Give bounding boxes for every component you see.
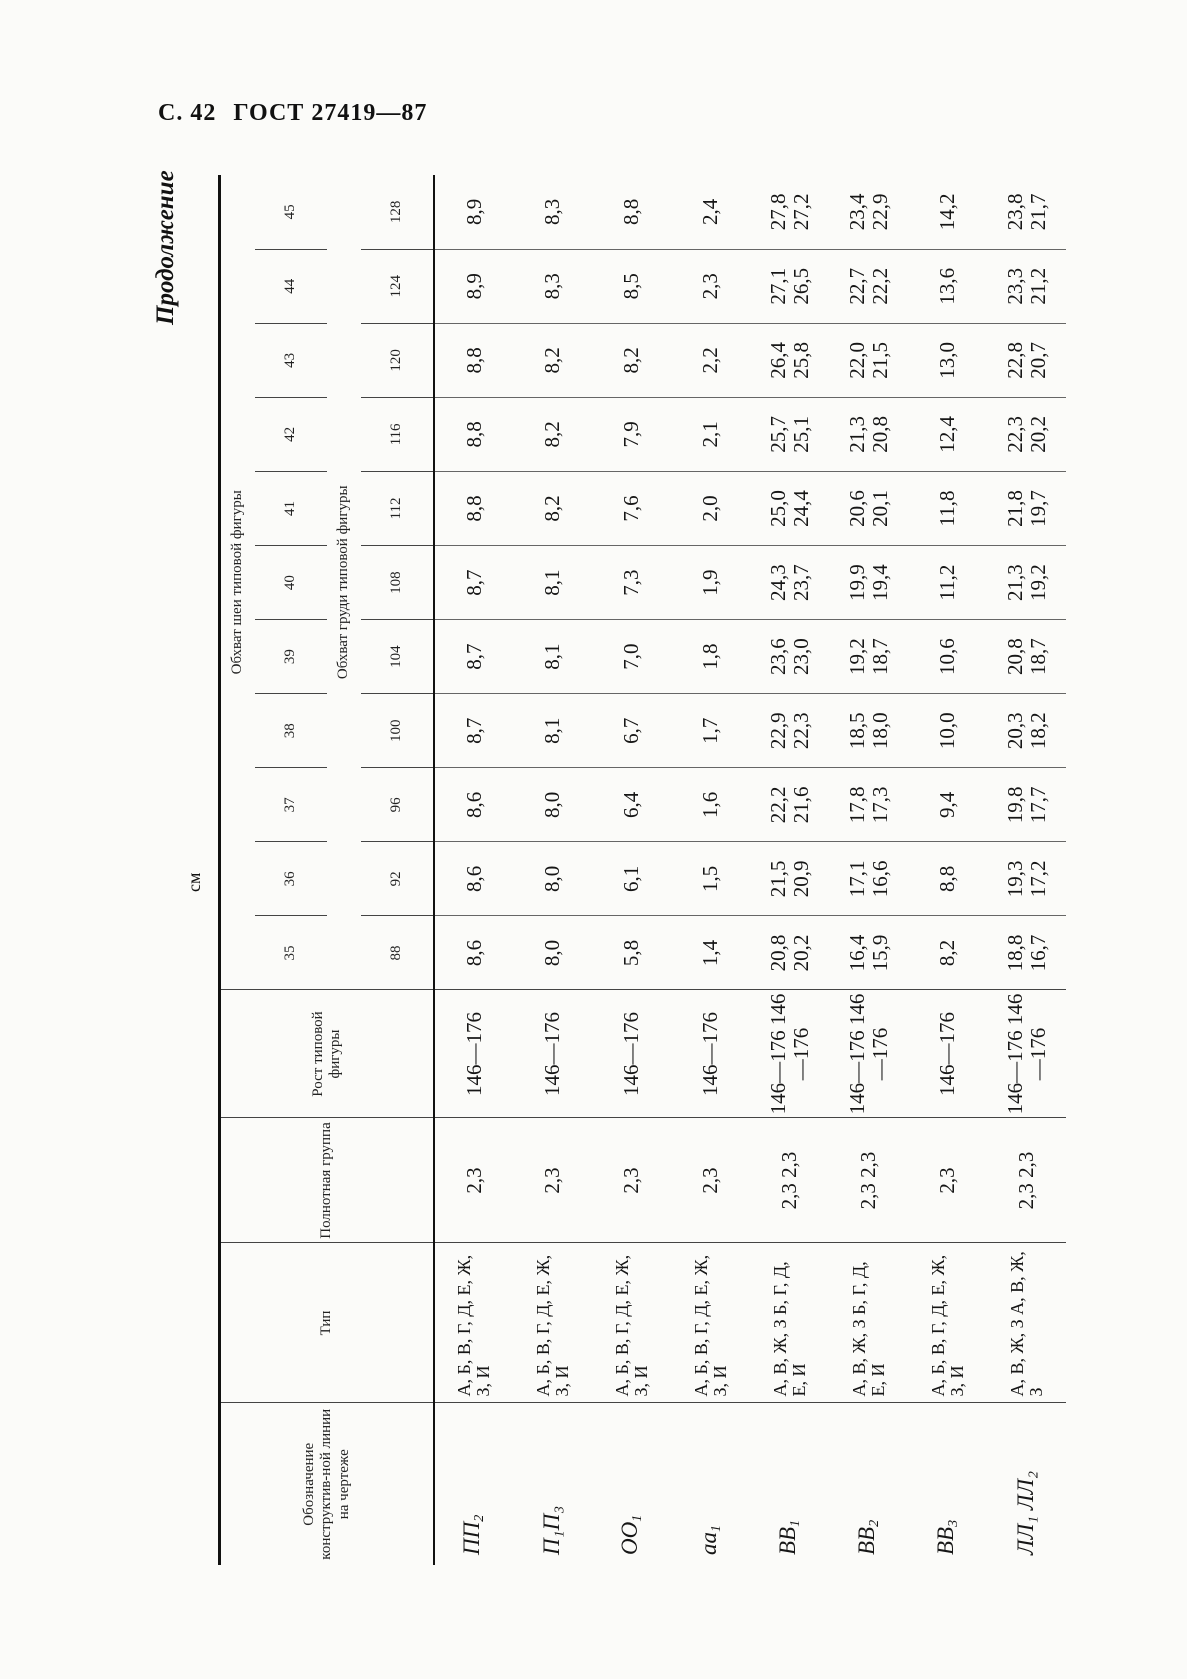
value-cell: 1,5: [671, 842, 750, 916]
value-cell: 8,2: [513, 323, 592, 397]
value-cell: 25,0 24,4: [750, 471, 829, 545]
fullness-group: 2,3 2,3: [829, 1118, 908, 1243]
value-cell: 6,1: [592, 842, 671, 916]
chest-size-92: 92: [361, 842, 434, 916]
fullness-group: 2,3: [908, 1118, 987, 1243]
value-cell: 11,2: [908, 546, 987, 620]
value-cell: 8,6: [434, 842, 513, 916]
value-cell: 20,6 20,1: [829, 471, 908, 545]
value-cell: 23,6 23,0: [750, 620, 829, 694]
fullness-group: 2,3: [513, 1118, 592, 1243]
figure-height: 146—176: [908, 990, 987, 1118]
value-cell: 8,1: [513, 546, 592, 620]
line-designation: [908, 1403, 987, 1565]
value-cell: 10,6: [908, 620, 987, 694]
line-designation: [829, 1403, 908, 1565]
value-cell: 8,3: [513, 175, 592, 249]
chest-size-96: 96: [361, 768, 434, 842]
value-cell: 21,3 20,8: [829, 397, 908, 471]
value-cell: 20,8 20,2: [750, 916, 829, 990]
figure-height: 146—176: [434, 990, 513, 1118]
designation-subscript: 3: [945, 1519, 961, 1527]
designation-subscript: 2: [866, 1519, 882, 1527]
value-cell: 21,5 20,9: [750, 842, 829, 916]
col-designation-header: Обозначение конструктив-ной линии на чертеже: [220, 1403, 435, 1565]
value-cell: 22,2 21,6: [750, 768, 829, 842]
value-cell: 8,7: [434, 546, 513, 620]
value-cell: 6,7: [592, 694, 671, 768]
value-cell: 22,3 20,2: [987, 397, 1066, 471]
col-height-header: Рост типовой фигуры: [220, 990, 435, 1118]
value-cell: 8,0: [513, 768, 592, 842]
measurements-table: [218, 175, 1066, 1565]
fullness-group: 2,3: [592, 1118, 671, 1243]
value-cell: 2,0: [671, 471, 750, 545]
table-row: [513, 175, 592, 1565]
value-cell: 7,0: [592, 620, 671, 694]
value-cell: 22,9 22,3: [750, 694, 829, 768]
unit-label: см: [184, 872, 204, 892]
neck-girth-header: Обхват шеи типовой фигуры: [220, 175, 256, 990]
chest-size-112: 112: [361, 471, 434, 545]
value-cell: 22,0 21,5: [829, 323, 908, 397]
figure-type: А, Б, В, Г, Д, Е, Ж, З, И: [592, 1243, 671, 1403]
neck-size-44: 44: [255, 249, 327, 323]
designation-subscript: 1: [629, 1514, 645, 1522]
value-cell: 8,3: [513, 249, 592, 323]
value-cell: 20,8 18,7: [987, 620, 1066, 694]
neck-size-35: 35: [255, 916, 327, 990]
table-row: [592, 175, 671, 1565]
value-cell: 2,2: [671, 323, 750, 397]
value-cell: 27,8 27,2: [750, 175, 829, 249]
value-cell: 7,6: [592, 471, 671, 545]
designation-subscript: 1: [787, 1519, 803, 1527]
standard-code: ГОСТ 27419—87: [233, 100, 428, 126]
value-cell: 10,0: [908, 694, 987, 768]
fullness-group: 2,3 2,3: [987, 1118, 1066, 1243]
designation-text: аа: [695, 1532, 721, 1555]
chest-size-120: 120: [361, 323, 434, 397]
value-cell: 7,9: [592, 397, 671, 471]
value-cell: 16,4 15,9: [829, 916, 908, 990]
chest-size-100: 100: [361, 694, 434, 768]
chest-size-88: 88: [361, 916, 434, 990]
chest-girth-header: Обхват груди типовой фигуры: [327, 175, 361, 990]
rotated-table-container: [218, 175, 1050, 1565]
line-designation: [513, 1403, 592, 1565]
value-cell: 8,8: [908, 842, 987, 916]
value-cell: 21,3 19,2: [987, 546, 1066, 620]
designation-text: ЛЛ₁ ЛЛ₂: [1013, 1470, 1039, 1555]
figure-type: А, Б, В, Г, Д, Е, Ж, З, И: [434, 1243, 513, 1403]
value-cell: 8,0: [513, 916, 592, 990]
designation-subscript: 2: [472, 1514, 488, 1522]
value-cell: 9,4: [908, 768, 987, 842]
value-cell: 8,1: [513, 620, 592, 694]
value-cell: 8,2: [908, 916, 987, 990]
value-cell: 17,1 16,6: [829, 842, 908, 916]
value-cell: 8,6: [434, 768, 513, 842]
figure-type: А, В, Ж, З А, В, Ж, З: [987, 1243, 1066, 1403]
neck-size-39: 39: [255, 620, 327, 694]
table-row: [434, 175, 513, 1565]
value-cell: 8,8: [592, 175, 671, 249]
value-cell: 25,7 25,1: [750, 397, 829, 471]
value-cell: 19,8 17,7: [987, 768, 1066, 842]
table-head: [220, 175, 435, 1565]
chest-size-116: 116: [361, 397, 434, 471]
value-cell: 22,7 22,2: [829, 249, 908, 323]
value-cell: 8,1: [513, 694, 592, 768]
value-cell: 8,7: [434, 694, 513, 768]
figure-type: А, Б, В, Г, Д, Е, Ж, З, И: [908, 1243, 987, 1403]
value-cell: 18,8 16,7: [987, 916, 1066, 990]
fullness-group: 2,3: [671, 1118, 750, 1243]
table-row: [671, 175, 750, 1565]
value-cell: 21,8 19,7: [987, 471, 1066, 545]
figure-height: 146—176: [671, 990, 750, 1118]
value-cell: 1,7: [671, 694, 750, 768]
value-cell: 27,1 26,5: [750, 249, 829, 323]
value-cell: 8,9: [434, 175, 513, 249]
table-row: [750, 175, 829, 1565]
value-cell: 18,5 18,0: [829, 694, 908, 768]
value-cell: 2,3: [671, 249, 750, 323]
figure-height: 146—176 146—176: [987, 990, 1066, 1118]
value-cell: 8,2: [513, 397, 592, 471]
value-cell: 5,8: [592, 916, 671, 990]
table-row: [987, 175, 1066, 1565]
designation-text: ОО: [616, 1521, 642, 1555]
designation-text: ВВ: [774, 1526, 800, 1555]
value-cell: 13,0: [908, 323, 987, 397]
page-number: С. 42: [158, 100, 217, 126]
value-cell: 2,4: [671, 175, 750, 249]
line-designation: [750, 1403, 829, 1565]
neck-size-37: 37: [255, 768, 327, 842]
neck-size-41: 41: [255, 471, 327, 545]
col-type-header: Тип: [220, 1243, 435, 1403]
value-cell: 13,6: [908, 249, 987, 323]
chest-size-124: 124: [361, 249, 434, 323]
table-body: [434, 175, 1066, 1565]
value-cell: 19,2 18,7: [829, 620, 908, 694]
continuation-label: Продолжение: [152, 170, 179, 325]
figure-height: 146—176 146—176: [829, 990, 908, 1118]
value-cell: 2,1: [671, 397, 750, 471]
col-group-header: Полнотная группа: [220, 1118, 435, 1243]
chest-size-108: 108: [361, 546, 434, 620]
designation-text: ВВ: [853, 1526, 879, 1555]
value-cell: 23,4 22,9: [829, 175, 908, 249]
figure-type: А, Б, В, Г, Д, Е, Ж, З, И: [671, 1243, 750, 1403]
fullness-group: 2,3: [434, 1118, 513, 1243]
neck-size-36: 36: [255, 842, 327, 916]
value-cell: 20,3 18,2: [987, 694, 1066, 768]
value-cell: 1,6: [671, 768, 750, 842]
designation-text: ВВ: [932, 1526, 958, 1555]
figure-type: А, Б, В, Г, Д, Е, Ж, З, И: [513, 1243, 592, 1403]
fullness-group: 2,3 2,3: [750, 1118, 829, 1243]
figure-height: 146—176: [592, 990, 671, 1118]
value-cell: 8,5: [592, 249, 671, 323]
value-cell: 1,8: [671, 620, 750, 694]
neck-size-45: 45: [255, 175, 327, 249]
value-cell: 17,8 17,3: [829, 768, 908, 842]
value-cell: 26,4 25,8: [750, 323, 829, 397]
table-row: [829, 175, 908, 1565]
value-cell: 8,8: [434, 323, 513, 397]
figure-type: А, В, Ж, З Б, Г, Д, Е, И: [750, 1243, 829, 1403]
value-cell: 6,4: [592, 768, 671, 842]
value-cell: 14,2: [908, 175, 987, 249]
table-row: [908, 175, 987, 1565]
value-cell: 23,3 21,2: [987, 249, 1066, 323]
designation-text: П₁П₃: [539, 1505, 565, 1555]
value-cell: 22,8 20,7: [987, 323, 1066, 397]
line-designation: [434, 1403, 513, 1565]
value-cell: 8,0: [513, 842, 592, 916]
value-cell: 8,2: [592, 323, 671, 397]
value-cell: 19,3 17,2: [987, 842, 1066, 916]
value-cell: 11,8: [908, 471, 987, 545]
value-cell: 7,3: [592, 546, 671, 620]
designation-text: ПП: [459, 1521, 485, 1555]
value-cell: 19,9 19,4: [829, 546, 908, 620]
value-cell: 8,6: [434, 916, 513, 990]
value-cell: 8,9: [434, 249, 513, 323]
value-cell: 1,9: [671, 546, 750, 620]
line-designation: [671, 1403, 750, 1565]
chest-size-128: 128: [361, 175, 434, 249]
value-cell: 24,3 23,7: [750, 546, 829, 620]
figure-type: А, В, Ж, З Б, Г, Д, Е, И: [829, 1243, 908, 1403]
neck-size-43: 43: [255, 323, 327, 397]
value-cell: 8,2: [513, 471, 592, 545]
designation-subscript: 1: [708, 1525, 724, 1532]
value-cell: 23,8 21,7: [987, 175, 1066, 249]
figure-height: 146—176 146—176: [750, 990, 829, 1118]
line-designation: [592, 1403, 671, 1565]
page-header: [158, 100, 437, 127]
value-cell: 8,7: [434, 620, 513, 694]
value-cell: 8,8: [434, 471, 513, 545]
figure-height: 146—176: [513, 990, 592, 1118]
neck-size-38: 38: [255, 694, 327, 768]
neck-size-42: 42: [255, 397, 327, 471]
value-cell: 12,4: [908, 397, 987, 471]
neck-size-40: 40: [255, 546, 327, 620]
line-designation: [987, 1403, 1066, 1565]
value-cell: 8,8: [434, 397, 513, 471]
chest-size-104: 104: [361, 620, 434, 694]
value-cell: 1,4: [671, 916, 750, 990]
